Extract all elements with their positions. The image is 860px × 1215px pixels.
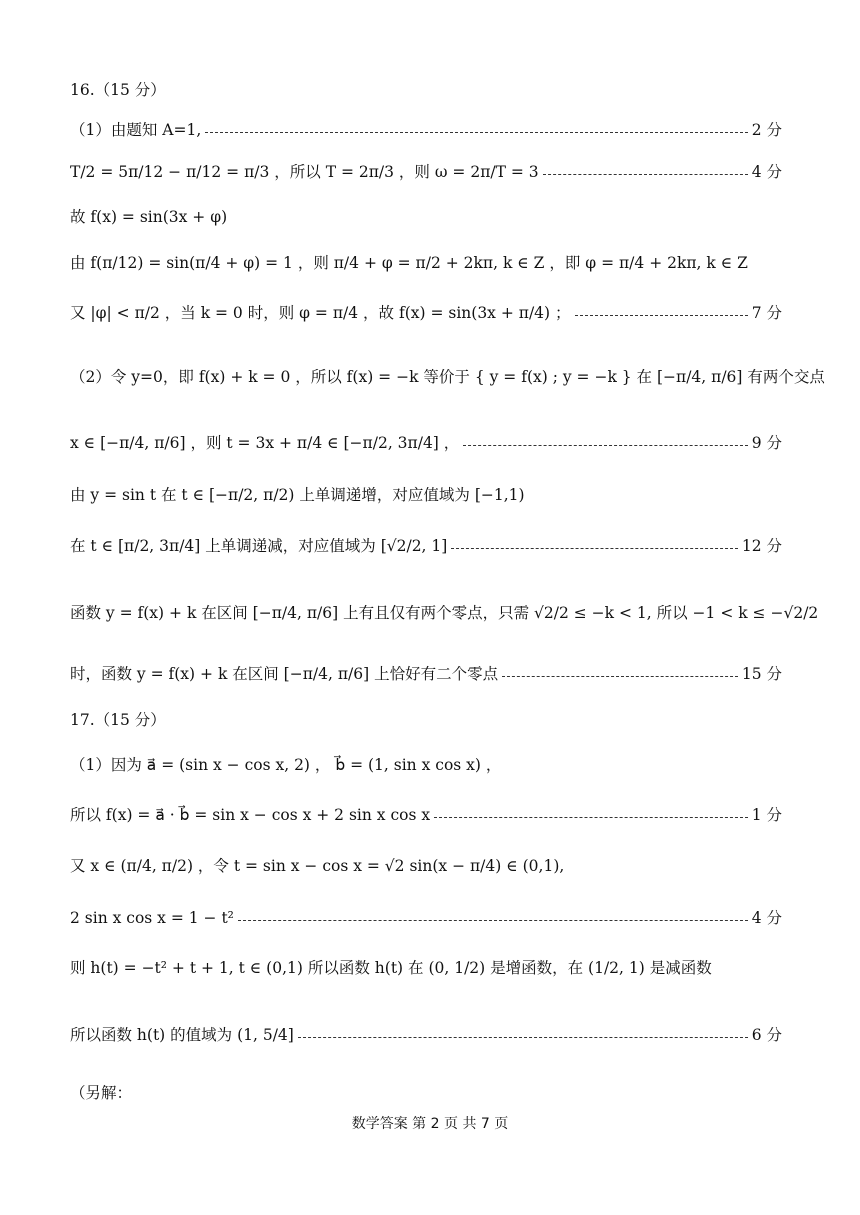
- solution-text: （1）因为 a⃗ = (sin x − cos x, 2) ， b⃗ = (1, sin x cos x) ，: [70, 756, 502, 774]
- solution-text: 2 sin x cos x = 1 − t²: [70, 909, 234, 927]
- solution-text: 则 h(t) = −t² + t + 1, t ∈ (0,1) 所以函数 h(t) 在 (0, 1/2) 是增函数，在 (1/2, 1) 是减函数: [70, 959, 712, 977]
- solution-text: 在 t ∈ [π/2, 3π/4] 上单调递减，对应值域为 [√2/2, 1]: [70, 537, 448, 555]
- solution-line-q16-2d: [70, 536, 782, 556]
- score-leader-dashes: [238, 920, 748, 921]
- solution-text: 由 f(π/12) = sin(π/4 + φ) = 1 ，则 π/4 + φ = π/2 + 2kπ, k ∈ Z ，即 φ = π/4 + 2kπ, k ∈ Z: [70, 254, 748, 272]
- score-leader-dashes: [451, 548, 738, 549]
- solution-line-q16-2f: [70, 664, 782, 684]
- solution-line-q16-2b: [70, 433, 782, 453]
- solution-text: 又 x ∈ (π/4, π/2) ，令 t = sin x − cos x = √2 sin(x − π/4) ∈ (0,1),: [70, 857, 565, 875]
- solution-text: 时，函数 y = f(x) + k 在区间 [−π/4, π/6] 上恰好有二个零点: [70, 665, 499, 683]
- solution-line-q17-1e: [70, 958, 782, 978]
- solution-line-q16-1a: [70, 120, 782, 140]
- score-label: 12 分: [741, 537, 782, 555]
- score-label: 2 分: [751, 121, 782, 139]
- score-label: 6 分: [751, 1026, 782, 1044]
- solution-line-q17-1a: [70, 755, 782, 775]
- solution-line-q16-1e: [70, 303, 782, 323]
- solution-line-q17-head: [70, 710, 782, 730]
- solution-line-q16-1b: [70, 162, 782, 182]
- solution-line-q16-2e: [70, 603, 819, 623]
- solution-line-q17-1b: [70, 805, 782, 825]
- solution-text: x ∈ [−π/4, π/6] ，则 t = 3x + π/4 ∈ [−π/2, 3π/4] ，: [70, 434, 460, 452]
- solution-line-q17-1f: [70, 1025, 782, 1045]
- solution-text: 又 |φ| < π/2 ，当 k = 0 时，则 φ = π/4 ，故 f(x) = sin(3x + π/4) ；: [70, 304, 571, 322]
- solution-text: 16.（15 分）: [70, 81, 166, 99]
- score-leader-dashes: [205, 132, 747, 133]
- solution-text: T/2 = 5π/12 − π/12 = π/3 ，所以 T = 2π/3 ，则 ω = 2π/T = 3: [70, 163, 539, 181]
- score-label: 1 分: [751, 806, 782, 824]
- score-leader-dashes: [575, 315, 748, 316]
- solution-text: 故 f(x) = sin(3x + φ): [70, 208, 228, 226]
- score-label: 4 分: [751, 163, 782, 181]
- solution-line-q16-1d: [70, 253, 782, 273]
- score-leader-dashes: [502, 676, 738, 677]
- solution-line-q16-head: [70, 80, 782, 100]
- solution-line-q17-alt: [70, 1083, 782, 1103]
- solution-text: 所以 f(x) = a⃗ · b⃗ = sin x − cos x + 2 sin x cos x: [70, 806, 431, 824]
- solution-text: （另解：: [70, 1084, 133, 1102]
- solution-text: （2）令 y=0，即 f(x) + k = 0 ，所以 f(x) = −k 等价于 { y = f(x) ; y = −k } 在 [−π/4, π/6] 有两个交点: [70, 368, 825, 386]
- score-leader-dashes: [434, 817, 748, 818]
- solution-text: 函数 y = f(x) + k 在区间 [−π/4, π/6] 上有且仅有两个零点，只需 √2/2 ≤ −k < 1, 所以 −1 < k ≤ −√2/2: [70, 604, 819, 622]
- solution-line-q16-1c: [70, 207, 782, 227]
- solution-text: 所以函数 h(t) 的值域为 (1, 5/4]: [70, 1026, 294, 1044]
- score-leader-dashes: [298, 1037, 748, 1038]
- solution-text: 由 y = sin t 在 t ∈ [−π/2, π/2) 上单调递增，对应值域为 [−1,1): [70, 486, 525, 504]
- solution-text: 17.（15 分）: [70, 711, 166, 729]
- score-label: 15 分: [741, 665, 782, 683]
- score-leader-dashes: [543, 174, 748, 175]
- score-label: 4 分: [751, 909, 782, 927]
- solution-line-q17-1c: [70, 856, 782, 876]
- score-label: 9 分: [751, 434, 782, 452]
- solution-text: （1）由题知 A=1,: [70, 121, 202, 139]
- score-leader-dashes: [463, 445, 747, 446]
- score-label: 7 分: [751, 304, 782, 322]
- solution-line-q17-1d: [70, 908, 782, 928]
- solution-line-q16-2c: [70, 485, 782, 505]
- solution-line-q16-2a: [70, 367, 825, 387]
- page-footer: 数学答案 第 2 页 共 7 页: [351, 1116, 509, 1132]
